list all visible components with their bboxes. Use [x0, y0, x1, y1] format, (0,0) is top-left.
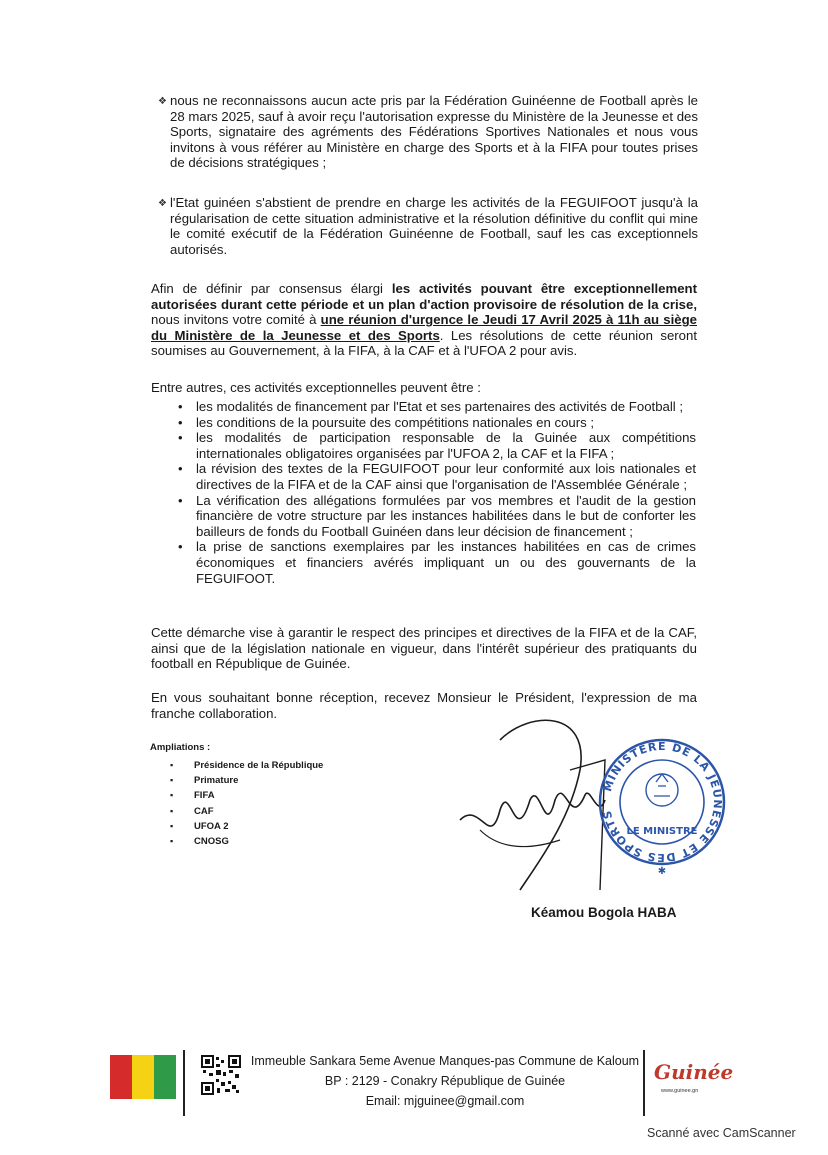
list-item: • les modalités de participation responsable de la Guinée aux compétitions internationales obligatoires organisées par l'UFOA 2, la CAF et la FIFA ;: [178, 430, 696, 461]
list-item: ▪ CAF: [170, 804, 323, 819]
list-item: • La vérification des allégations formulées par vos membres et l'audit de la gestion financière de votre structure par les instances habilitées dans le but de conforter les bailleurs de fonds du Football Guinéen dans leur décision de financement ;: [178, 493, 696, 540]
stamp-outer-text: MINISTÈRE DE LA JEUNESSE ET DES SPORTS: [600, 739, 725, 865]
text-span: nous invitons votre comité à: [151, 312, 321, 328]
footer-address-line-1: Immeuble Sankara 5eme Avenue Manques-pas Commune de Kaloum: [250, 1054, 640, 1068]
footer-divider: [183, 1050, 185, 1116]
meeting-paragraph: [151, 281, 697, 359]
footer-divider: [643, 1050, 645, 1116]
star-icon: ✱: [657, 866, 667, 877]
ampliations-list: [170, 758, 323, 849]
bold-span: les activités pouvant être exceptionnellement autorisées durant cette période et un plan d'action provisoire de résolution de la crise,: [151, 281, 697, 312]
ministry-stamp-icon: [598, 722, 726, 884]
flag-stripe-yellow: [132, 1055, 154, 1099]
guinea-flag-icon: [110, 1055, 176, 1099]
diamond-bullet-icon: ❖: [158, 96, 167, 107]
diamond-bullet-icon: ❖: [158, 198, 167, 209]
guinee-logo: Guinée: [654, 1060, 734, 1084]
closing-paragraph: En vous souhaitant bonne réception, recevez Monsieur le Président, l'expression de ma franche collaboration.: [151, 690, 697, 721]
bullet-text-2: l'Etat guinéen s'abstient de prendre en charge les activités de la FEGUIFOOT jusqu'à la régularisation de cette situation administrative et la résolution définitive du conflit qui mine le comité exécutif de la Fédération Guinéenne de Football, sauf les cas exceptionnels autorisés.: [170, 195, 698, 257]
guinee-logo-url: www.guinee.gn: [661, 1088, 699, 1094]
text-span: Afin de définir par consensus élargi: [151, 281, 392, 296]
bullet-item-1: [158, 93, 698, 171]
signer-name: Kéamou Bogola HABA: [531, 905, 677, 920]
activities-intro: Entre autres, ces activités exceptionnelles peuvent être :: [151, 380, 481, 395]
bullet-item-2: [158, 195, 698, 257]
stamp-inner-text: LE MINISTRE: [626, 826, 698, 837]
list-item: ▪ Primature: [170, 773, 323, 788]
text-span: . Les résolutions de cette réunion seront soumises au Gouvernement, à la FIFA, à la CAF et à l'UFOA 2 pour avis.: [151, 327, 697, 359]
activities-list: [178, 399, 696, 586]
flag-stripe-red: [110, 1055, 132, 1099]
list-item: ▪ CNOSG: [170, 834, 323, 849]
qr-code-icon: [201, 1055, 241, 1095]
bullet-text-1: nous ne reconnaissons aucun acte pris par la Fédération Guinéenne de Football après le 28 mars 2025, sauf à avoir reçu l'autorisation expresse du Ministère de la Jeunesse et des Sports, signataire des agréments des Fédérations Sportives Nationales et nous vous invitons à vous référer au Ministère en charge des Sports et à la FIFA pour toutes prises de décisions stratégiques ;: [170, 93, 698, 171]
list-item: ▪ FIFA: [170, 788, 323, 803]
list-item: • la prise de sanctions exemplaires par les instances habilitées en cas de crimes économiques et financiers avérés impliquant un ou des gouvernants de la FEGUIFOOT.: [178, 539, 696, 586]
list-item: • la révision des textes de la FEGUIFOOT pour leur conformité aux lois nationales et directives de la FIFA et de la CAF ainsi que l'organisation de l'Assemblée Générale ;: [178, 461, 696, 492]
list-item: • les conditions de la poursuite des compétitions nationales en cours ;: [178, 415, 696, 431]
purpose-paragraph: Cette démarche vise à garantir le respect des principes et directives de la FIFA et de la CAF, ainsi que de la législation nationale en vigueur, dans l'intérêt supérieur des pratiquants du football en République de Guinée.: [151, 625, 697, 672]
scanner-watermark: Scanné avec CamScanner: [647, 1126, 796, 1140]
list-item: • les modalités de financement par l'Etat et ses partenaires des activités de Football ;: [178, 399, 696, 415]
list-item: ▪ UFOA 2: [170, 819, 323, 834]
flag-stripe-green: [154, 1055, 176, 1099]
footer-address-line-2: BP : 2129 - Conakry République de Guinée: [324, 1074, 566, 1088]
meeting-date-underlined: une réunion d'urgence le Jeudi 17 Avril 2025 à 11h au siège du Ministère de la Jeunesse et des Sports: [151, 312, 697, 343]
footer-email: Email: mjguinee@gmail.com: [365, 1094, 525, 1108]
list-item: ▪ Présidence de la République: [170, 758, 323, 773]
ampliations-title: Ampliations :: [150, 742, 211, 753]
